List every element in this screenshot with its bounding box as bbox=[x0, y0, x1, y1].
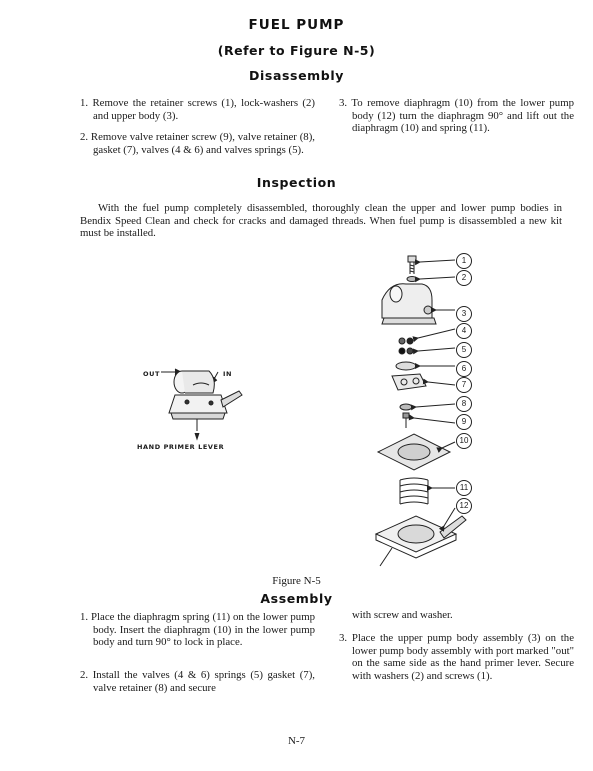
page-subtitle: (Refer to Figure N-5) bbox=[217, 43, 376, 58]
valve-retainer-part bbox=[400, 404, 412, 410]
upper-body-part bbox=[382, 284, 436, 324]
callout-4: 4 bbox=[456, 323, 472, 339]
inspection-text: With the fuel pump completely disassembled, thoroughly clean the upper and lower pump bodies in Bendix Speed Clean and check for cracks and damaged threads. When fuel pump is disassembled a new kit must be installed. bbox=[80, 202, 562, 240]
assembly-step-2: 2. Install the valves (4 & 6) springs (5) gasket (7), valve retainer (8) and secure bbox=[80, 669, 315, 694]
callout-7: 7 bbox=[456, 377, 472, 393]
disassembly-step-2: 2. Remove valve retainer screw (9), valve retainer (8), gasket (7), valves (4 & 6) and valves springs (5). bbox=[80, 131, 315, 156]
inspection-heading: Inspection bbox=[256, 175, 337, 190]
valve-retainer-screw-part bbox=[403, 413, 409, 428]
callout-11: 11 bbox=[456, 480, 472, 496]
callout-2: 2 bbox=[456, 270, 472, 286]
callout-6: 6 bbox=[456, 361, 472, 377]
disassembly-step-3: 3. To remove diaphragm (10) from the lower pump body (12) turn the diaphragm 90° and lift out the diaphragm (10) and spring (11). bbox=[339, 97, 574, 135]
callout-5: 5 bbox=[456, 342, 472, 358]
in-label: IN bbox=[223, 370, 233, 378]
disassembly-step-1: 1. Remove the retainer screws (1), lock-washers (2) and upper body (3). bbox=[80, 97, 315, 122]
assembly-step-1: 1. Place the diaphragm spring (11) on the lower pump body. Insert the diaphragm (10) in the lower pump body and turn 90° to lock in place. bbox=[80, 611, 315, 649]
callout-12: 12 bbox=[456, 498, 472, 514]
assembled-pump-illustration bbox=[135, 355, 245, 445]
hand-primer-lever-label: HAND PRIMER LEVER bbox=[137, 443, 225, 451]
callout-1: 1 bbox=[456, 253, 472, 269]
out-label: OUT bbox=[143, 370, 161, 378]
valve-part-6 bbox=[396, 362, 416, 370]
diaphragm-spring-part bbox=[400, 478, 428, 504]
gasket-part bbox=[392, 374, 426, 390]
callout-10: 10 bbox=[456, 433, 472, 449]
valve-springs-part bbox=[399, 348, 405, 354]
assembly-heading: Assembly bbox=[260, 591, 333, 606]
disassembly-heading: Disassembly bbox=[249, 68, 344, 83]
lock-washer-part bbox=[407, 277, 417, 282]
valve-part bbox=[399, 338, 405, 344]
retainer-screw-part bbox=[408, 256, 416, 274]
page-number: N-7 bbox=[287, 735, 306, 747]
assembly-step-2-continued: with screw and washer. bbox=[352, 609, 453, 621]
figure-caption: Figure N-5 bbox=[272, 575, 321, 587]
lower-pump-body-part bbox=[376, 516, 466, 566]
callout-8: 8 bbox=[456, 396, 472, 412]
callout-3: 3 bbox=[456, 306, 472, 322]
assembly-step-3: 3. Place the upper pump body assembly (3) on the lower pump body assembly with port marked "out" on the same side as the hand primer lever. Secure with washers (2) and screws (1). bbox=[339, 632, 574, 682]
callout-9: 9 bbox=[456, 414, 472, 430]
page-title: FUEL PUMP bbox=[248, 17, 345, 33]
